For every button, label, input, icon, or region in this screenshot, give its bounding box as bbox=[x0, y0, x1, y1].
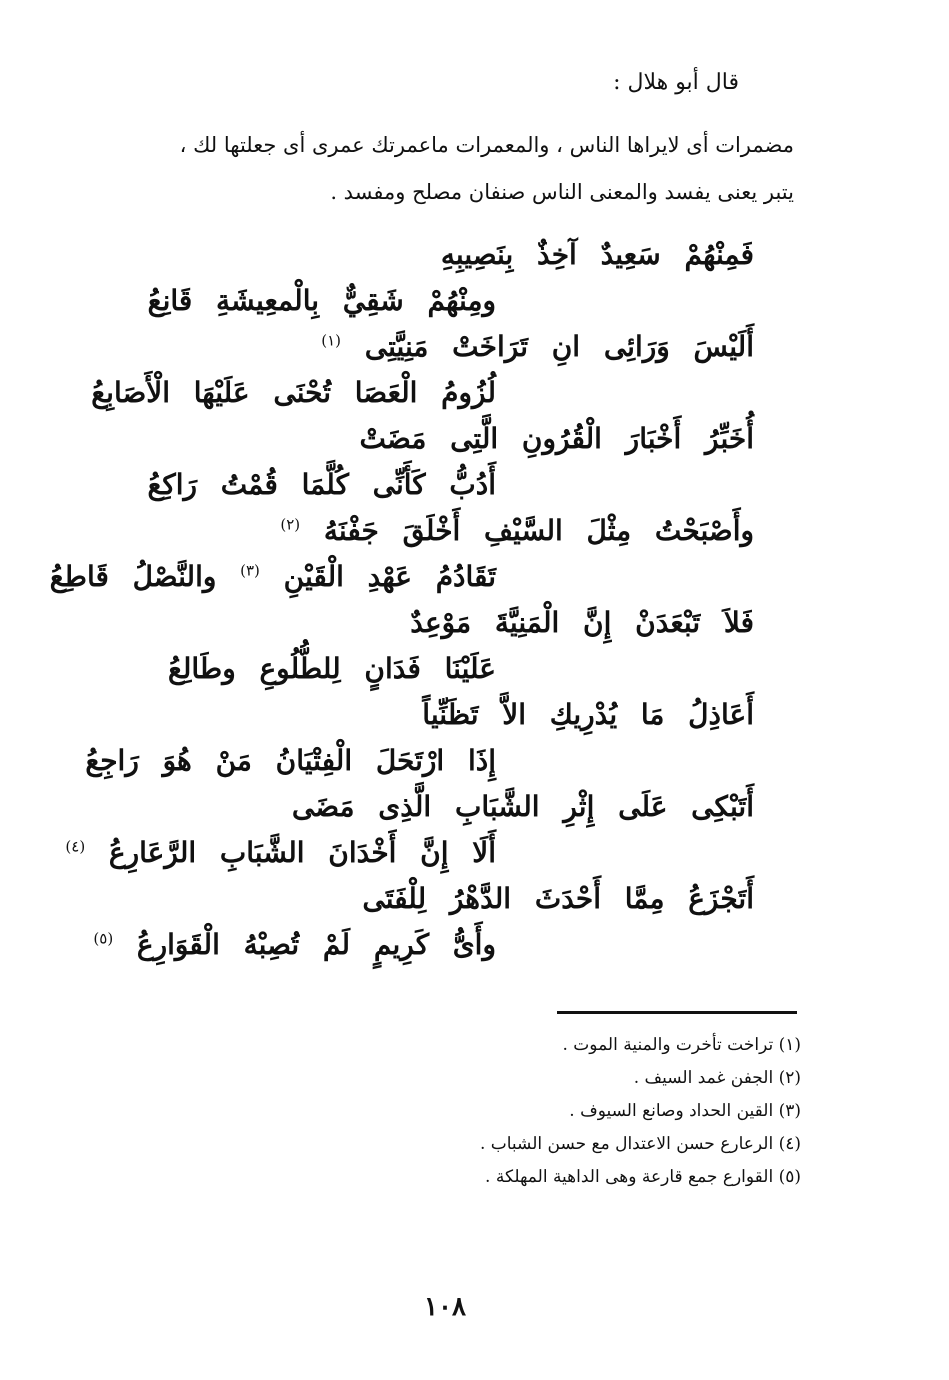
footnote-marker: (٥) bbox=[93, 929, 114, 948]
verse-line bbox=[93, 928, 496, 961]
footnote-marker: (٢) bbox=[280, 515, 301, 534]
verse-text: لُزُومُ الْعَصَا تُحْنَى عَلَيْهَا الْأَصَابِعُ bbox=[91, 376, 496, 409]
verse-line bbox=[85, 744, 496, 777]
footnote-divider bbox=[557, 1011, 797, 1014]
verse-text: أَدُبُّ كَأَنِّى كُلَّمَا قُمْتُ رَاكِعُ bbox=[147, 468, 496, 501]
footnote-marker: (٣) bbox=[240, 561, 260, 580]
verse-text: أَتَجْزَعُ مِمَّا أَحْدَثَ الدَّهْرُ لِلْفَتَى bbox=[362, 882, 754, 915]
verse-text: عَلَيْنَا فَدَانٍ لِلطُّلُوعِ وطَالِعُ bbox=[167, 652, 496, 685]
verse-text: أَلَا إِنَّ أَخْدَانَ الشَّبَابِ الرَّعَارِعُ bbox=[108, 836, 496, 869]
footnote: (٢) الجفن غمد السيف . bbox=[633, 1068, 801, 1088]
verse-text: والنَّصْلُ قَاطِعُ bbox=[49, 560, 217, 593]
verse-text: تَقَادُمُ عَهْدِ الْقَيْنِ bbox=[283, 560, 496, 593]
verse-line bbox=[422, 698, 754, 731]
prose-line: يتبر يعنى يفسد والمعنى الناس صنفان مصلح ومفسد . bbox=[330, 180, 794, 204]
verse-line bbox=[410, 606, 754, 639]
section-heading: قال أبو هلال : bbox=[613, 70, 739, 95]
footnote: (٥) القوارع جمع قارعة وهى الداهية المهلكة . bbox=[485, 1167, 801, 1187]
verse-line bbox=[65, 836, 496, 869]
verse-text: إِذَا ارْتَحَلَ الْفِتْيَانُ مَنْ هُوَ رَاجِعُ bbox=[85, 744, 496, 777]
page-number: ١٠٨ bbox=[424, 1292, 466, 1322]
verse-line bbox=[91, 376, 496, 409]
verse-text: وأَىُّ كَرِيمٍ لَمْ تُصِبْهُ الْقَوَارِعُ bbox=[136, 928, 496, 961]
verse-text: وأَصْبَحْتُ مِثْلَ السَّيْفِ أَخْلَقَ جَفْنَهُ bbox=[323, 514, 754, 547]
footnote: (٤) الرعارع حسن الاعتدال مع حسن الشباب . bbox=[479, 1134, 801, 1154]
verse-text: فَمِنْهُمْ سَعِيدٌ آخِذٌ بِنَصِيبِهِ bbox=[440, 238, 754, 271]
prose-line: مضمرات أى لايراها الناس ، والمعمرات ماعمرتك عمرى أى جعلتها لك ، bbox=[179, 133, 794, 157]
verse-text: أُخَبِّرُ أَخْبَارَ الْقُرُونِ الَّتِى مَضَتْ bbox=[359, 422, 754, 455]
verse-text: أَلَيْسَ وَرَائِى انِ تَرَاخَتْ مَنِيَّتِى bbox=[364, 330, 754, 363]
verse-line bbox=[360, 422, 754, 455]
verse-line bbox=[148, 284, 496, 317]
verse-line bbox=[292, 790, 754, 823]
verse-line bbox=[168, 652, 496, 685]
footnote: (٣) القين الحداد وصانع السيوف . bbox=[569, 1101, 801, 1121]
verse-text: أَعَاذِلُ مَا يُدْرِيكِ الاَّ تَظَنِّياً bbox=[422, 698, 754, 731]
footnote-marker: (٤) bbox=[65, 837, 86, 856]
verse-line bbox=[321, 330, 754, 363]
verse-line bbox=[441, 238, 754, 271]
footnote-marker: (١) bbox=[321, 331, 341, 350]
verse-text: أَتَبْكِى عَلَى إِثْرِ الشَّبَابِ الَّذِى مَضَى bbox=[291, 790, 754, 823]
verse-text: ومِنْهُمْ شَقِيٌّ بِالْمعِيشَةِ قَانِعُ bbox=[147, 284, 496, 317]
verse-line bbox=[147, 468, 496, 501]
verse-line bbox=[280, 514, 754, 547]
verse-text: فَلاَ تَبْعَدَنْ إِنَّ الْمَنِيَّةَ مَوْعِدٌ bbox=[410, 606, 754, 639]
verse-line bbox=[50, 560, 496, 593]
footnote: (١) تراخت تأخرت والمنية الموت . bbox=[562, 1035, 801, 1055]
verse-line bbox=[362, 882, 754, 915]
